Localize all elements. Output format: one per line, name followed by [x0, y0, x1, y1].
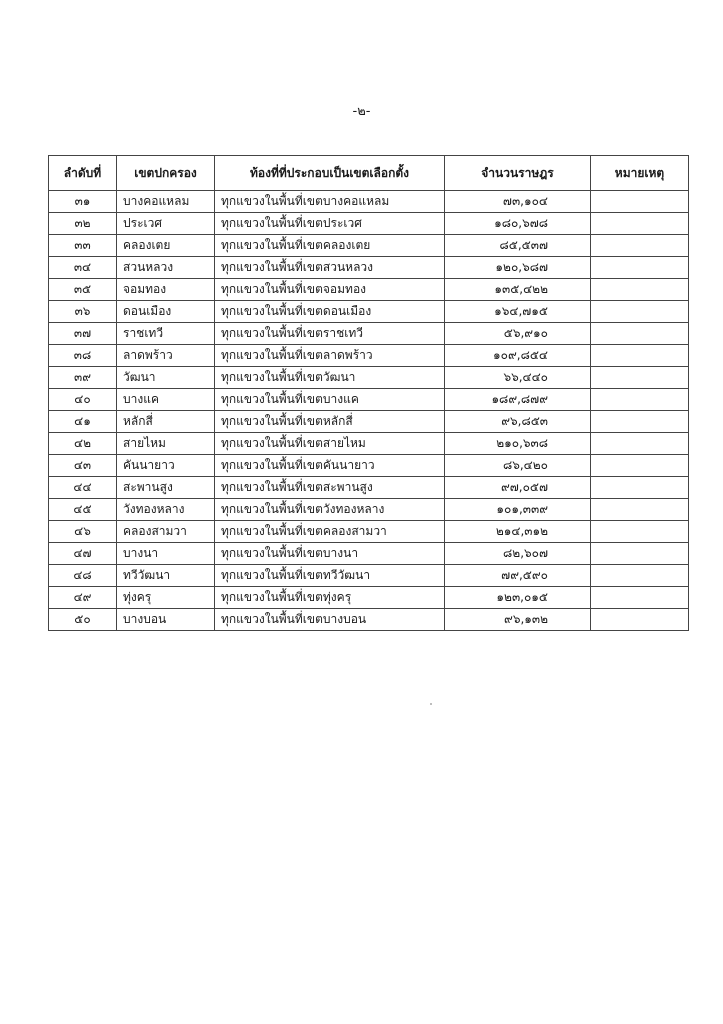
cell-note	[591, 345, 689, 367]
table-row	[49, 191, 689, 213]
cell-population: ๖๖,๔๔๐	[445, 367, 591, 389]
cell-population: ๑๘๙,๘๗๙	[445, 389, 591, 411]
cell-order-no: ๓๘	[49, 345, 117, 367]
cell-note	[591, 433, 689, 455]
cell-district: สายไหม	[117, 433, 215, 455]
cell-population: ๗๙,๕๙๐	[445, 565, 591, 587]
cell-area: ทุกแขวงในพื้นที่เขตหลักสี่	[215, 411, 445, 433]
cell-order-no: ๓๕	[49, 279, 117, 301]
cell-area: ทุกแขวงในพื้นที่เขตบางบอน	[215, 609, 445, 631]
header-district: เขตปกครอง	[117, 156, 215, 191]
cell-area: ทุกแขวงในพื้นที่เขตทุ่งครุ	[215, 587, 445, 609]
cell-district: คันนายาว	[117, 455, 215, 477]
cell-order-no: ๓๑	[49, 191, 117, 213]
table-row	[49, 587, 689, 609]
cell-area: ทุกแขวงในพื้นที่เขตจอมทอง	[215, 279, 445, 301]
cell-note	[591, 477, 689, 499]
cell-district: ทวีวัฒนา	[117, 565, 215, 587]
table-row	[49, 257, 689, 279]
cell-note	[591, 587, 689, 609]
cell-district: ลาดพร้าว	[117, 345, 215, 367]
cell-district: วังทองหลาง	[117, 499, 215, 521]
cell-population: ๒๑๐,๖๓๘	[445, 433, 591, 455]
cell-population: ๒๑๔,๓๑๒	[445, 521, 591, 543]
cell-area: ทุกแขวงในพื้นที่เขตบางนา	[215, 543, 445, 565]
cell-area: ทุกแขวงในพื้นที่เขตบางคอแหลม	[215, 191, 445, 213]
cell-note	[591, 411, 689, 433]
cell-order-no: ๔๑	[49, 411, 117, 433]
cell-note	[591, 499, 689, 521]
cell-area: ทุกแขวงในพื้นที่เขตคลองสามวา	[215, 521, 445, 543]
cell-area: ทุกแขวงในพื้นที่เขตสายไหม	[215, 433, 445, 455]
cell-note	[591, 301, 689, 323]
cell-note	[591, 323, 689, 345]
cell-population: ๘๖,๔๒๐	[445, 455, 591, 477]
cell-note	[591, 609, 689, 631]
cell-district: หลักสี่	[117, 411, 215, 433]
cell-district: บางแค	[117, 389, 215, 411]
table-row	[49, 367, 689, 389]
table-row	[49, 389, 689, 411]
scan-speck	[430, 703, 432, 705]
table-header-row	[49, 156, 689, 191]
cell-note	[591, 455, 689, 477]
cell-population: ๑๒๓,๐๑๕	[445, 587, 591, 609]
table-row	[49, 477, 689, 499]
constituency-table	[48, 155, 689, 631]
cell-order-no: ๔๘	[49, 565, 117, 587]
table-row	[49, 235, 689, 257]
cell-order-no: ๔๔	[49, 477, 117, 499]
cell-order-no: ๔๗	[49, 543, 117, 565]
table-row	[49, 279, 689, 301]
cell-population: ๑๐๑,๓๓๙	[445, 499, 591, 521]
cell-note	[591, 279, 689, 301]
cell-population: ๕๖,๙๑๐	[445, 323, 591, 345]
cell-order-no: ๓๙	[49, 367, 117, 389]
cell-order-no: ๓๗	[49, 323, 117, 345]
cell-order-no: ๓๔	[49, 257, 117, 279]
cell-district: สะพานสูง	[117, 477, 215, 499]
cell-note	[591, 521, 689, 543]
cell-district: ราชเทวี	[117, 323, 215, 345]
cell-population: ๑๐๙,๘๕๔	[445, 345, 591, 367]
cell-note	[591, 367, 689, 389]
cell-district: ประเวศ	[117, 213, 215, 235]
table-row	[49, 609, 689, 631]
cell-district: จอมทอง	[117, 279, 215, 301]
cell-area: ทุกแขวงในพื้นที่เขตสวนหลวง	[215, 257, 445, 279]
cell-order-no: ๓๒	[49, 213, 117, 235]
cell-order-no: ๔๕	[49, 499, 117, 521]
cell-area: ทุกแขวงในพื้นที่เขตวัฒนา	[215, 367, 445, 389]
cell-note	[591, 191, 689, 213]
cell-order-no: ๔๓	[49, 455, 117, 477]
cell-district: วัฒนา	[117, 367, 215, 389]
cell-area: ทุกแขวงในพื้นที่เขตทวีวัฒนา	[215, 565, 445, 587]
cell-population: ๘๒,๖๐๗	[445, 543, 591, 565]
table-row	[49, 411, 689, 433]
cell-area: ทุกแขวงในพื้นที่เขตบางแค	[215, 389, 445, 411]
table-row	[49, 213, 689, 235]
cell-area: ทุกแขวงในพื้นที่เขตดอนเมือง	[215, 301, 445, 323]
cell-area: ทุกแขวงในพื้นที่เขตคลองเตย	[215, 235, 445, 257]
cell-population: ๑๓๕,๔๒๒	[445, 279, 591, 301]
cell-district: บางบอน	[117, 609, 215, 631]
header-order-no: ลำดับที่	[49, 156, 117, 191]
header-note: หมายเหตุ	[591, 156, 689, 191]
cell-population: ๗๓,๑๐๔	[445, 191, 591, 213]
cell-district: บางคอแหลม	[117, 191, 215, 213]
cell-order-no: ๕๐	[49, 609, 117, 631]
cell-district: คลองสามวา	[117, 521, 215, 543]
table-row	[49, 433, 689, 455]
cell-area: ทุกแขวงในพื้นที่เขตคันนายาว	[215, 455, 445, 477]
table-row	[49, 323, 689, 345]
cell-area: ทุกแขวงในพื้นที่เขตวังทองหลาง	[215, 499, 445, 521]
cell-area: ทุกแขวงในพื้นที่เขตประเวศ	[215, 213, 445, 235]
table-row	[49, 521, 689, 543]
cell-note	[591, 213, 689, 235]
cell-note	[591, 235, 689, 257]
header-population: จำนวนราษฎร	[445, 156, 591, 191]
cell-district: คลองเตย	[117, 235, 215, 257]
cell-population: ๘๕,๕๓๗	[445, 235, 591, 257]
cell-population: ๑๒๐,๖๘๗	[445, 257, 591, 279]
cell-population: ๙๖,๑๓๒	[445, 609, 591, 631]
cell-note	[591, 389, 689, 411]
table-row	[49, 301, 689, 323]
cell-note	[591, 257, 689, 279]
cell-note	[591, 565, 689, 587]
header-area: ท้องที่ที่ประกอบเป็นเขตเลือกตั้ง	[215, 156, 445, 191]
cell-order-no: ๓๖	[49, 301, 117, 323]
cell-area: ทุกแขวงในพื้นที่เขตลาดพร้าว	[215, 345, 445, 367]
cell-order-no: ๓๓	[49, 235, 117, 257]
table-body	[49, 191, 689, 631]
cell-district: ทุ่งครุ	[117, 587, 215, 609]
cell-population: ๙๗,๐๕๗	[445, 477, 591, 499]
cell-district: บางนา	[117, 543, 215, 565]
cell-note	[591, 543, 689, 565]
cell-population: ๑๘๐,๖๗๘	[445, 213, 591, 235]
cell-population: ๑๖๔,๗๑๕	[445, 301, 591, 323]
cell-area: ทุกแขวงในพื้นที่เขตสะพานสูง	[215, 477, 445, 499]
cell-area: ทุกแขวงในพื้นที่เขตราชเทวี	[215, 323, 445, 345]
cell-district: ดอนเมือง	[117, 301, 215, 323]
page-number: -๒-	[352, 104, 371, 119]
cell-order-no: ๔๙	[49, 587, 117, 609]
cell-district: สวนหลวง	[117, 257, 215, 279]
table-row	[49, 543, 689, 565]
cell-order-no: ๔๖	[49, 521, 117, 543]
cell-population: ๙๖,๘๕๓	[445, 411, 591, 433]
cell-order-no: ๔๒	[49, 433, 117, 455]
table-row	[49, 565, 689, 587]
table-row	[49, 455, 689, 477]
table-row	[49, 499, 689, 521]
cell-order-no: ๔๐	[49, 389, 117, 411]
table-row	[49, 345, 689, 367]
